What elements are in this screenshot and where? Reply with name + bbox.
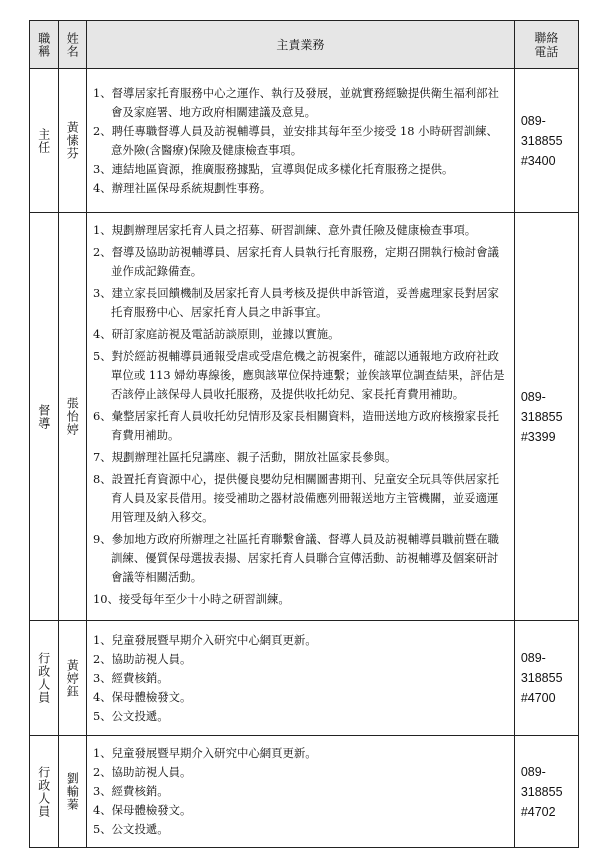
table-row <box>30 736 579 848</box>
phone-number: 318855 <box>520 784 563 799</box>
phone-number: 318855 <box>520 133 563 148</box>
duty-item: 1、兒童發展暨早期介入研究中心網頁更新。 <box>93 746 317 760</box>
cell-title: 督導 <box>30 213 59 621</box>
duty-item: 1、督導居家托育服務中心之運作、執行及發展，並就實務經驗提供衛生福利部社會及家庭署、地方政府相關建議及意見。 <box>93 85 499 119</box>
duty-item: 1、規劃辦理居家托育人員之招募、研習訓練、意外責任險及健康檢查事項。 <box>93 223 477 237</box>
duty-item: 7、規劃辦理社區托兒講座、親子活動，開放社區家長參與。 <box>93 450 397 464</box>
phone-area: 089- <box>520 113 546 128</box>
duty-item: 3、經費核銷。 <box>93 670 169 685</box>
cell-name: 黃婷鈺 <box>58 621 87 736</box>
phone-area: 089- <box>520 764 546 779</box>
cell-phone <box>514 69 578 213</box>
duty-list <box>87 213 514 620</box>
duty-item: 5、對於經訪視輔導員通報受虐或受虐危機之訪視案件，確認以通報地方政府社政單位或 113 婦幼專線後，應與該單位保持連繫；並俟該單位調查結果，評估是否該停止該保母人員收托服務，及提供收托幼兒、家長托育費用補助。 <box>93 349 505 401</box>
duty-list <box>87 736 514 847</box>
cell-title: 主任 <box>30 69 59 213</box>
header-duties: 主責業務 <box>87 21 515 69</box>
duty-item: 4、保母體檢發文。 <box>93 689 192 704</box>
duty-item: 9、參加地方政府所辦理之社區托育聯繫會議、督導人員及訪視輔導員職前暨在職訓練、優質保母選拔表揚、居家托育人員聯合宣傳活動、訪視輔導及個案研討會議等相關活動。 <box>93 532 499 584</box>
cell-duties <box>87 213 515 621</box>
cell-name: 黃愫芬 <box>58 69 87 213</box>
duty-item: 5、公文投遞。 <box>93 708 169 723</box>
header-contact: 聯絡電話 <box>514 21 578 69</box>
duty-item: 5、公文投遞。 <box>93 822 169 836</box>
phone-ext: #4700 <box>520 691 556 705</box>
staff-duties-table <box>29 20 579 848</box>
duty-item: 3、連結地區資源，推廣服務據點，宣導與促成多樣化托育服務之提供。 <box>93 161 454 176</box>
phone-ext: #3400 <box>520 153 556 168</box>
duty-item: 3、建立家長回饋機制及居家托育人員考核及提供申訴管道，妥善處理家長對居家托育服務中心、居家托育人員之申訴事宜。 <box>93 286 499 319</box>
cell-duties <box>87 69 515 213</box>
duty-item: 1、兒童發展暨早期介入研究中心網頁更新。 <box>93 632 317 647</box>
cell-title: 行政人員 <box>30 736 59 848</box>
header-name: 姓名 <box>58 21 87 69</box>
duty-item: 2、協助訪視人員。 <box>93 765 192 779</box>
duty-item: 3、經費核銷。 <box>93 784 169 798</box>
cell-name: 張怡婷 <box>58 213 87 621</box>
table-row <box>30 213 579 621</box>
duty-item: 2、聘任專職督導人員及訪視輔導員，並安排其每年至少接受 18 小時研習訓練、意外險(含醫療)保險及健康檢查事項。 <box>93 123 498 157</box>
phone-area: 089- <box>520 651 546 665</box>
table-header-row <box>30 21 579 69</box>
duty-item: 2、協助訪視人員。 <box>93 651 192 666</box>
duty-list <box>87 623 514 734</box>
cell-phone <box>514 213 578 621</box>
phone-number: 318855 <box>520 409 563 424</box>
phone-number: 318855 <box>520 671 563 685</box>
duty-item: 2、督導及協助訪視輔導員、居家托育人員執行托育服務，定期召開執行檢討會議並作成記錄備查。 <box>93 245 499 278</box>
cell-phone <box>514 736 578 848</box>
cell-duties <box>87 736 515 848</box>
duty-item: 6、彙整居家托育人員收托幼兒情形及家長相關資料，造冊送地方政府核撥家長托育費用補助。 <box>93 409 499 442</box>
table-row <box>30 69 579 213</box>
phone-area: 089- <box>520 389 546 404</box>
phone-ext: #3399 <box>520 429 556 444</box>
duty-item: 4、研訂家庭訪視及電話訪談原則，並據以實施。 <box>93 327 340 341</box>
duty-item: 10、接受每年至少十小時之研習訓練。 <box>93 592 290 606</box>
duty-item: 4、辦理社區保母系統規劃性事務。 <box>93 180 272 195</box>
cell-phone <box>514 621 578 736</box>
cell-title: 行政人員 <box>30 621 59 736</box>
header-title: 職稱 <box>30 21 59 69</box>
cell-name: 劉輸蓁 <box>58 736 87 848</box>
duty-item: 8、設置托育資源中心，提供優良嬰幼兒相關圖書期刊、兒童安全玩具等供居家托育人員及家長借用。接受補助之器材設備應列冊報送地方主管機關，並妥適運用管理及納入移交。 <box>93 472 499 524</box>
duty-list <box>87 76 514 206</box>
cell-duties <box>87 621 515 736</box>
table-row <box>30 621 579 736</box>
phone-ext: #4702 <box>520 804 556 819</box>
duty-item: 4、保母體檢發文。 <box>93 803 192 817</box>
